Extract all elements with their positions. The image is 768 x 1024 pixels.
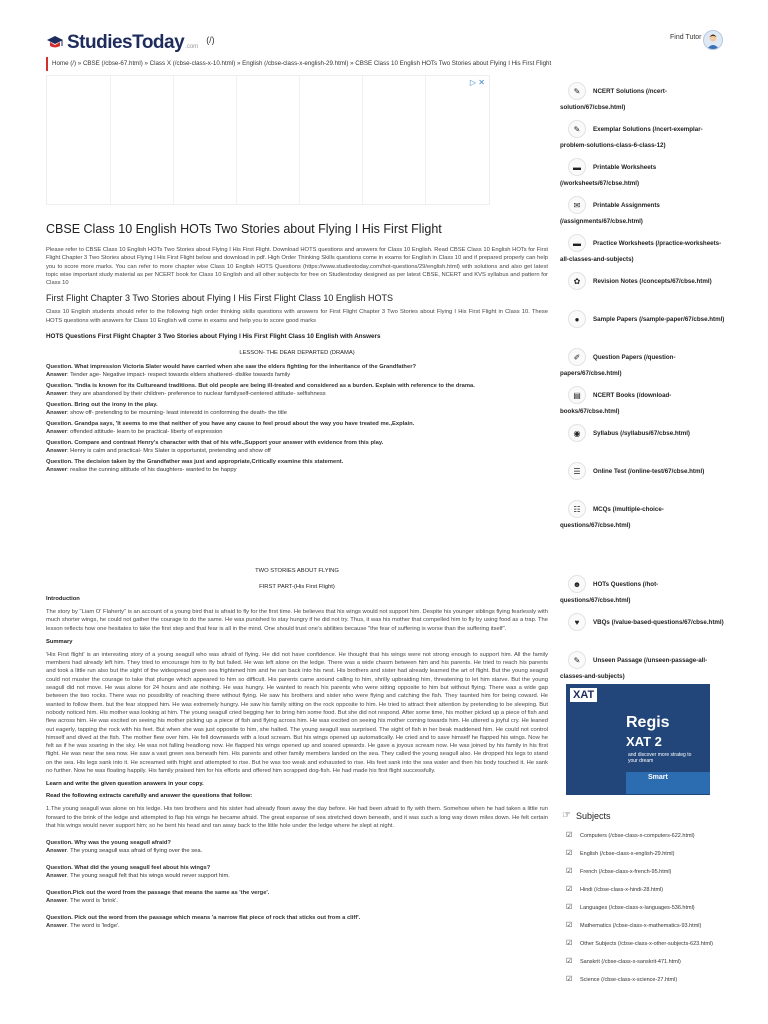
syllabus-icon: ◉ (568, 424, 586, 442)
learn-label: Learn and write the given question answers in your copy. (46, 781, 204, 788)
sidebar-item-unseen-passage[interactable]: ✎ Unseen Passage (/unseen-passage-all-classes-and-subjects) (560, 649, 728, 687)
subject-link-mathematics[interactable]: ☑ Mathematics (/cbse-class-x-mathematics-93.html) (566, 922, 702, 929)
sidebar-item-printable-worksheets[interactable]: ▬ Printable Worksheets (/worksheets/67/cbse.html) (560, 156, 728, 194)
test-icon: ☰ (568, 462, 586, 480)
subject-link-sanskrit[interactable]: ☑ Sanskrit (/cbse-class-x-sanskrit-471.html) (566, 958, 681, 965)
section-subtitle: First Flight Chapter 3 Two Stories about Flying I His First Flight Class 10 English HOTS (46, 293, 393, 304)
qa-item: Question. Bring out the irony in the play. Answer: show off- pretending to be mourning- least interestd in conforming the death- the title (46, 402, 287, 416)
checkbox-icon: ☑ (566, 940, 573, 947)
sidebar-resources (560, 80, 728, 536)
sidebar-item-hots-questions[interactable]: ☻ HOTs Questions (/hot-questions/67/cbse.html) (560, 573, 728, 611)
checkbox-icon: ☑ (566, 868, 573, 875)
sidebar-item-syllabus[interactable]: ◉ Syllabus (/syllabus/67/cbse.html) (560, 422, 728, 460)
qa-item: Question. What did the young seagull feel about his wings? Answer. The young seagull felt that his wings would never support him. (46, 865, 230, 879)
tutor-avatar-icon[interactable] (703, 30, 723, 50)
checkbox-icon: ☑ (566, 904, 573, 911)
hand-pointer-icon: ☞ (562, 810, 571, 821)
ad-copy: and discover more strateg to your dream (628, 752, 692, 764)
story-title: TWO STORIES ABOUT FLYING (255, 568, 339, 574)
logo-suffix: .com (185, 44, 199, 50)
pencil-icon: ✎ (568, 82, 586, 100)
summary-label: Summary (46, 638, 73, 645)
story-summary: 'His First flight' is an interesting story of a young seagull who was afraid of flying. He did not have confidence. He thought that his wings were not strong enough to support him. All the family members had already left him. They tried to encourage him to fly but failed. He was left alone on the ledge. There was a wide chasm between him and his parents. He tried to reach his parents and took a little run also but the sight of the widespread green sea frightened him and he ran back into his nest. His brothers and sister had already learned the art of flight. But the young seagull could not muster the courage to take that plunge which appeared to him so difficult. His parents came around calling to him, shrilly upbraiding him, threatening to let him starve. But the young seagull did not move. He was alone for 24 hours and ate nothing. He was hungry. He wanted to reach his parents who were sitting opposite to him but without flying. There was a wide gap between the two rocks. There was no possibility of reaching there without flying. He saw his brothers and sister who were flying and catching the fish. They taunted him for being coward. He wanted to follow them. but the fear stopped him. He was extremely hungry. He saw his family sitting on the rock opposite to him. He tried to attract their attention by pretending to be sleeping. But nobody noticed him. His mother was looking at him. The young seagull cried begging her to bring him some food. But she did not respond. After some time, his mother picked up a piece of fish and flew across him. He was excited on seeing his mother picking up a piece of fish and flying across him. He was excited on seeing his mother coming towards him. He uttered a joyful cry. He leaned out eagerly, tapping the rock with his feet. But when she was just opposite to him, she halted. The young seagull was surprised. The sight of fish in her beak maddened him. He could not control himself and dived at the fish. The mother flew over him. He fell downwards with a loud scream. But his wings opened up automatically. He cried and to save himself he flapped his wings. Now he felt as if he was soaring in the sky. He was not falling headlong now. He flapped his wings opened up and soared upwards. He gave a joyous scream now. He was joined by his family in his first flight. He was near the sea now. He saw a vast green sea beneath him. His parents and other family members landed on the sea. They called the young seagull also. He dropped his legs to stand on the sea. His legs sank into it. He screamed with fright and attempted to rise. But he was too weak and exhausted to rise. His feet sank into the sea water and then his body touched it. He sank no further. Now he was floating happily. His family praised him for his efforts and offered him scrapped dog-fish. He had made his first flight successfully. (46, 651, 548, 775)
sidebar-item-sample-papers[interactable]: ● Sample Papers (/sample-paper/67/cbse.html) (560, 308, 728, 346)
qa-item: Question. "India is known for its Cultureand traditions. But old people are being ill-treated and considered as a burden. Explain with reference to the drama. Answer: they are abandoned by their children- preference to nuclear familyself-centered attitude- selfishness (46, 383, 475, 397)
qa-item: Question. Why was the young seagull afraid? Answer. The young seagull was afraid of flying over the sea. (46, 840, 203, 854)
page-title: CBSE Class 10 English HOTs Two Stories about Flying I His First Flight (46, 222, 442, 236)
ad-subheadline: XAT 2 (626, 734, 662, 749)
mcq-icon: ☷ (568, 500, 586, 518)
checkbox-icon: ☑ (566, 976, 573, 983)
site-logo[interactable] (46, 32, 215, 54)
subjects-list (566, 832, 728, 994)
sidebar-item-revision-notes[interactable]: ✿ Revision Notes (/concepts/67/cbse.html) (560, 270, 728, 308)
checkbox-icon: ☑ (566, 886, 573, 893)
introduction-label: Introduction (46, 596, 80, 602)
ad-headline: Regis (626, 714, 670, 731)
ad-cta-panel: Smart (626, 772, 710, 794)
sidebar-resources-more (560, 573, 728, 687)
notes-icon: ✿ (568, 272, 586, 290)
logo-link[interactable]: (/) (206, 35, 215, 45)
qa-item: Question. Pick out the word from the passage which means 'a narrow flat piece of rock that sticks out from a cliff'. Answer. The word is 'ledge'. (46, 915, 361, 929)
sidebar-item-exemplar-solutions[interactable]: ✎ Exemplar Solutions (/ncert-exemplar-problem-solutions-class-6-class-12) (560, 118, 728, 156)
worksheet-icon: ▬ (568, 158, 586, 176)
sub-intro-paragraph: Class 10 English students should refer to the following high order thinking skills questions with answers for First Flight Chapter 3 Two Stories about Flying I His First Flight in Class 10. These HOTS questions with answers for Class 10 English will come in exams and help you to score good marks (46, 309, 548, 324)
values-icon: ♥ (568, 613, 586, 631)
question-paper-icon: ✐ (568, 348, 586, 366)
lesson-title: LESSON- THE DEAR DEPARTED (DRAMA) (239, 350, 355, 357)
sidebar-item-question-papers[interactable]: ✐ Question Papers (/question-papers/67/cbse.html) (560, 346, 728, 384)
xat-logo: XAT (570, 688, 597, 702)
subject-link-english[interactable]: ☑ English (/cbse-class-x-english-29.html) (566, 850, 675, 857)
subjects-heading: ☞ Subjects (562, 810, 611, 821)
sidebar-item-practice-worksheets[interactable]: ▬ Practice Worksheets (/practice-worksheets-all-classes-and-subjects) (560, 232, 728, 270)
worksheet-icon: ▬ (568, 234, 586, 252)
intro-paragraph: Please refer to CBSE Class 10 English HOTs Two Stories about Flying I His First Flight. Download HOTS questions and answers for Class 10 English. Read CBSE Class 10 English HOTs for First Flight Chapter 3 Two Stories about Flying I His First Flight below and download in pdf. High Order Thinking Skills questions come in exams for English in Class 10 and if prepared properly can help you to score more marks. You can refer to more chapter wise Class 10 English HOTS Questions (https://www.studiestoday.com/hot-questions/29/english.html) with solutions and also get latest topic wise important study material as per NCERT book for Class 10 English and all other subjects for free on Studiestoday designed as per latest CBSE, NCERT and KVS syllabus and pattern for Class 10 (46, 247, 548, 287)
subject-link-french[interactable]: ☑ French (/cbse-class-x-french-95.html) (566, 868, 672, 875)
read-label: Read the following extracts carefully and answer the questions that follow: (46, 793, 253, 800)
sidebar-item-printable-assignments[interactable]: ✉ Printable Assignments (/assignments/67/cbse.html) (560, 194, 728, 232)
xat-advertisement[interactable] (566, 684, 710, 795)
subject-link-science[interactable]: ☑ Science (/cbse-class-x-science-27.html) (566, 976, 678, 983)
qa-item: Question. What impression Victoria Slater would have carried when she saw the elders fighting for the inheritance of the Grandfather? Answer: Tender age- Negative impact- respect towards elders shattered- dislike towards family (46, 364, 416, 378)
qa-item: Question. The decision taken by the Grandfather was just and appropriate,Critically examine this statement. Answer: realise the cunning attitude of his daughters- wanted to be happy (46, 459, 344, 473)
ad-close-icon[interactable]: ▷ ✕ (469, 78, 485, 87)
sidebar-item-ncert-solutions[interactable]: ✎ NCERT Solutions (/ncert-solution/67/cbse.html) (560, 80, 728, 118)
story-section (46, 568, 548, 934)
paper-icon: ● (568, 310, 586, 328)
subject-link-other-subjects[interactable]: ☑ Other Subjects (/cbse-class-x-other-subjects-623.html) (566, 940, 713, 947)
qa-item: Question. Compare and contrast Henry's character with that of his wife.,Support your answer with evidence from this play. Answer: Henry is calm and practical- Mrs Slater is opportunist, pretending and show off (46, 440, 384, 454)
passage-icon: ✎ (568, 651, 586, 669)
main-content (46, 210, 548, 478)
extract-paragraph: 1.The young seagull was alone on his ledge. His two brothers and his sister had already flown away the day before. He had been afraid to fly with them. Somehow when he had taken a little run forward to the brink of the ledge and attempted to flap his wings he became afraid. The great expanse of sea stretched down beneath, and it was such a long way down miles down. He felt certain that his wings would never support him; so he bent his head and ran away back to the little hole under the ledge where he slept at night. (46, 806, 548, 829)
checkbox-icon: ☑ (566, 922, 573, 929)
student-icon: ☻ (568, 575, 586, 593)
find-tutor-link[interactable]: Find Tutor (670, 34, 702, 41)
graduation-cap-icon (46, 35, 64, 51)
story-introduction: The story by "Liam O' Flaherty" is an account of a young bird that is afraid to fly for the first time. He believes that his wings would not support him. Despite his younger siblings flying fearlessly with much shorter wings, he could not gather the courage to do the same. He was punished to stay hungry if he did not try. Thus, it was his mother that compelled him to fly by using food as a trap. The lesson reflects how one hesitates to take the first step and that fear is all in the mind. One should trust one's abilities because "the fear of suffering is worse than the suffering itself". (46, 609, 548, 632)
subject-link-computers[interactable]: ☑ Computers (/cbse-class-x-computers-622.html) (566, 832, 695, 839)
advertisement-banner[interactable] (46, 75, 490, 205)
hots-heading: HOTS Questions First Flight Chapter 3 Two Stories about Flying I His First Flight Class 10 English with Answers (46, 333, 381, 341)
checkbox-icon: ☑ (566, 832, 573, 839)
subject-link-languages[interactable]: ☑ Languages (/cbse-class-x-languages-536.html) (566, 904, 695, 911)
checkbox-icon: ☑ (566, 958, 573, 965)
sidebar-item-vbqs[interactable]: ♥ VBQs (/value-based-questions/67/cbse.html) (560, 611, 728, 649)
book-icon: ▤ (568, 386, 586, 404)
breadcrumb[interactable]: Home (/) » CBSE (/cbse-67.html) » Class X (/cbse-class-x-10.html) » English (/cbse-class-x-english-29.html) » CBSE Class 10 English HOTs Two Stories about Flying I His First Flight (46, 57, 572, 71)
logo-text: StudiesToday (67, 32, 185, 53)
assignment-icon: ✉ (568, 196, 586, 214)
story-subtitle: FIRST PART-(His First Flight) (259, 584, 335, 590)
sidebar-item-online-test[interactable]: ☰ Online Test (/online-test/67/cbse.html) (560, 460, 728, 498)
qa-item: Question.Pick out the word from the passage that means the same as 'the verge'. Answer. The word is 'brink'. (46, 890, 270, 904)
qa-list (46, 364, 548, 474)
pencil-icon: ✎ (568, 120, 586, 138)
checkbox-icon: ☑ (566, 850, 573, 857)
header (0, 0, 768, 52)
subject-link-hindi[interactable]: ☑ Hindi (/cbse-class-x-hindi-28.html) (566, 886, 664, 893)
qa-item: Question. Grandpa says, 'It seems to me that neither of you have any cause to feel proud about the way you have treated me.,Explain. Answer: offended attitude- learn to be practical- liberty of expression (46, 421, 415, 435)
sidebar-item-mcqs[interactable]: ☷ MCQs (/multiple-choice-questions/67/cbse.html) (560, 498, 728, 536)
sidebar-item-ncert-books[interactable]: ▤ NCERT Books (/download-books/67/cbse.html) (560, 384, 728, 422)
